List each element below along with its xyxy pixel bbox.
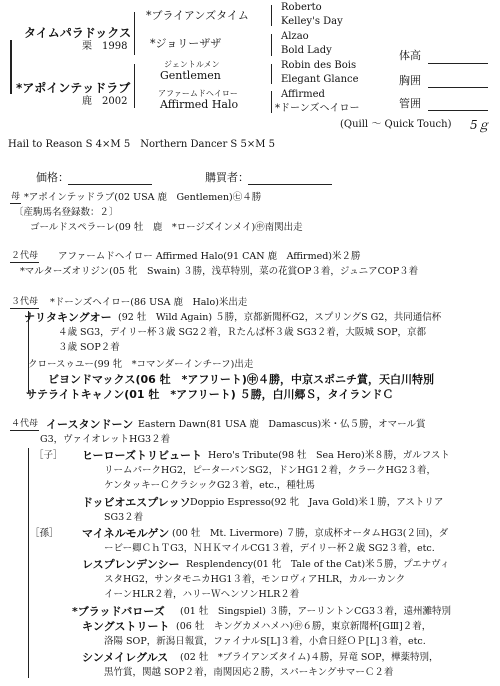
bracket-line [271, 34, 272, 56]
sire-name: タイムパラドックス [24, 26, 132, 40]
weight-info: 5ｇ [470, 118, 490, 132]
c1-rest: Hero's Tribute(98 牡 Sea Hero)米８勝，ガルフスト [208, 450, 450, 461]
c4-l3: イーンHLR２着，ハリーＷヘンソンHLR２着 [104, 589, 300, 600]
c1-l3: ケンタッキーＣクラシックG2３着，etc.，種牡馬 [104, 480, 315, 491]
bracket-line [271, 91, 272, 113]
inbreeding: Hail to Reason S 4×M 5 Northern Dancer S 5×M 5 [8, 139, 275, 150]
bracket-line [10, 40, 12, 94]
c5-name: *ブラッドバローズ [72, 605, 165, 618]
c4-rest: Resplendency(01 牝 Tale of the Cat)米５勝，プエナヴィ [186, 559, 450, 570]
buyer-underline [248, 184, 332, 185]
dam-sire-ruby: ジェントルメン [164, 60, 220, 69]
c4-l2: スタHG2，サンタモニカHG1３着，モンロヴィアHLR，カルーカンク [104, 574, 406, 585]
g2-line1: アファームドヘイロー Affirmed Halo(91 CAN 鹿 Affirmed)米２勝 [58, 251, 361, 262]
gen3-7: Affirmed [281, 89, 325, 100]
c2-l2: SG3２着 [104, 512, 144, 523]
c6-name: キングストリート [82, 620, 170, 633]
gen3-6: Elegant Glance [281, 74, 359, 85]
c1-l2: リームパークHG2，ピーターパンSG2，ドンHG1２着，クラークHG2３着， [104, 465, 437, 476]
c3-rest: (00 牡 Mt. Livermore) ７勝，京成杯オータムHG3(２回)，ダ [172, 528, 449, 539]
gen3-2: Kelley's Day [281, 16, 343, 27]
c1-name: ヒーローズトリビュート [82, 449, 203, 462]
cannon-underline [428, 110, 488, 111]
height-underline [428, 63, 488, 64]
c7-rest: (02 牡 *ブライアンズタイム)４勝，昇竜 SOP，樺薬特別， [180, 652, 439, 663]
dam-sire: Gentlemen [160, 69, 221, 82]
child-label: ［子］ [34, 450, 63, 461]
g3-line3: ４歳 SG3，デイリー杯３歳 SG2２着，Ｒたんぱ杯３歳 SG3２着，大阪城 SOP，京都 [58, 327, 427, 338]
g3-line6-name: ビヨンドマックス(06 牡 *アフリート)㊥４勝，中京スポニチ賞，天白川特別 [48, 373, 434, 386]
c6-rest: (06 牡 キングカメハメハ)㊥６勝，東京新聞杯[GⅢ]２着， [176, 621, 432, 632]
c3-name: マイネルモルゲン [82, 527, 170, 540]
g3-line2-rest: (92 牡 Wild Again) ５勝，京都新聞杯G2，スプリングS G2，共同通信杯 [118, 312, 442, 323]
g4-line1-rest: Eastern Dawn(81 USA 鹿 Damascus)米・仏５勝，オマール賞 [138, 419, 426, 430]
dam-line2: 〔産駒馬名登録数：２〕 [14, 207, 119, 218]
gen4-note: (Quill ～ Quick Touch) [340, 119, 452, 130]
g3-line5: クロースゥユー(99 牝 *コマンダーインチーフ)出走 [28, 359, 254, 370]
dam-name: *アポインテッドラブ [16, 81, 131, 95]
bracket-line [271, 5, 272, 26]
sire-dam: *ジョリーザザ [150, 37, 222, 50]
bracket-line [134, 64, 135, 108]
c4-name: レスプレンデンシー [82, 558, 180, 571]
price-underline [68, 184, 152, 185]
dam-line1: *アポインテッドラブ(02 USA 鹿 Gentlemen)㊆４勝 [24, 192, 262, 203]
chest-label: 胸囲 [399, 74, 421, 87]
g4-line1-name: イースタンドーン [46, 418, 134, 431]
c7-name: シンメイレグルス [82, 651, 169, 664]
c6-l2: 洛陽 SOP，新潟日報賞，ファイナルS[L]３着，小倉日経ＯＰ[L]３着，etc. [104, 636, 426, 647]
sire-sire: *ブライアンズタイム [146, 9, 249, 22]
height-label: 体高 [399, 49, 421, 62]
gen3-5: Robin des Bois [281, 60, 357, 71]
g3-line4: ３歳 SOP２着 [58, 342, 120, 353]
g3-tag: ３代母 [11, 297, 39, 307]
bracket-line [271, 64, 272, 84]
grand-label: ［孫］ [30, 528, 59, 539]
g2-line2: *マルターズオリジン(05 牝 Swain) ３勝，浅草特別，菜の花賞OP３着，ジュニアCOP３着 [20, 266, 419, 277]
dam-info: 鹿 2002 [82, 96, 128, 107]
gen3-8: *ドーンズヘイロー [275, 103, 360, 114]
descent-line [28, 448, 29, 678]
c7-l2: 黒竹賞，関越 SOP２着，南関因応２勝，スパーキングサマーＣ２着 [104, 667, 394, 678]
price-label: 価格： [36, 171, 69, 184]
c5-rest: (01 牡 Singspiel) ３勝，アーリントンCG3３着，遠州灘特別 [180, 606, 452, 617]
c2-rest: Doppio Espresso(92 牝 Java Gold)米１勝，アストリア [190, 497, 444, 508]
cannon-label: 管囲 [399, 97, 421, 110]
dam-dam: Affirmed Halo [160, 98, 239, 111]
dam-tag: 母 [11, 192, 21, 202]
g4-tag: ４代母 [11, 419, 39, 429]
dam-line3: ゴールドスペラーレ(09 牡 鹿 *ロージズインメイ)㊥南関出走 [30, 222, 303, 233]
g3-line1: *ドーンズヘイロー(86 USA 鹿 Halo)米出走 [50, 297, 248, 308]
c2-name: ドッビオエスプレッソ [82, 496, 191, 509]
g2-tag: ２代母 [11, 251, 39, 261]
g3-line2-name: ナリタキングオー [24, 311, 112, 324]
buyer-label: 購買者： [205, 171, 249, 184]
g3-line7-name: サテライトキャノン(01 牡 *アフリート) ５勝，白川郷Ｓ，タイランドＣ [26, 388, 394, 401]
bracket-line [134, 12, 135, 55]
gen3-4: Bold Lady [281, 45, 332, 56]
g4-line2: G3，ヴァイオレットHG3２着 [40, 434, 171, 445]
gen3-3: Alzao [281, 31, 309, 42]
c3-l2: ービー卿ＣｈＴG3，ＮＨＫマイルCG1３着，デイリー杯２歳 SG2３着，etc. [104, 543, 435, 554]
sire-info: 栗 1998 [82, 41, 128, 52]
chest-underline [428, 87, 488, 88]
gen3-1: Roberto [281, 2, 322, 13]
dam-dam-ruby: アファームドヘイロー [158, 89, 238, 98]
